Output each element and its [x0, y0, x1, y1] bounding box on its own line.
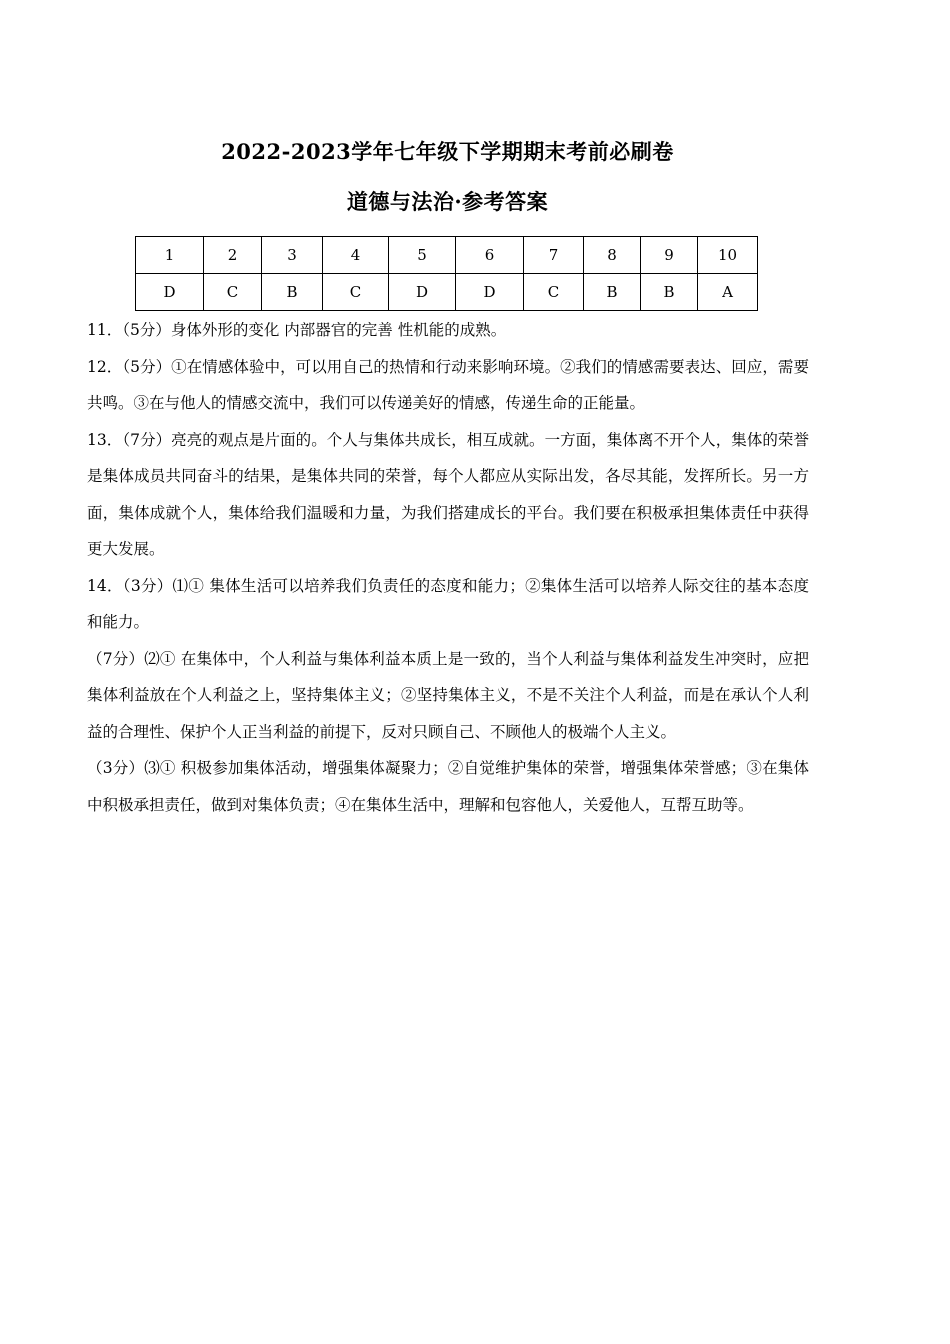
- answer-paragraph-11: 11．（5分）身体外形的变化 内部器官的完善 性机能的成熟。: [87, 321, 507, 339]
- question-number: 4: [323, 237, 389, 274]
- question-number: 8: [584, 237, 641, 274]
- question-number-row: [136, 237, 758, 274]
- question-number: 6: [456, 237, 524, 274]
- question-number: 1: [136, 237, 204, 274]
- answer-row: [136, 274, 758, 311]
- question-number: 10: [698, 237, 758, 274]
- question-number: 2: [204, 237, 262, 274]
- answer-cell: B: [262, 274, 323, 311]
- answer-cell: A: [698, 274, 758, 311]
- answer-cell: D: [136, 274, 204, 311]
- answer-paragraph-13: 13．（7分）亮亮的观点是片面的。个人与集体共成长，相互成就。一方面，集体离不开个人，集体的荣誉是集体成员共同奋斗的结果，是集体共同的荣誉，每个人都应从实际出发，各尽其能，发挥所长。另一方面，集体成就个人，集体给我们温暖和力量，为我们搭建成长的平台。我们要在积极承担集体责任中获得更大发展。: [87, 430, 809, 558]
- answer-paragraph-14-3: （3分）⑶① 积极参加集体活动，增强集体凝聚力；②自觉维护集体的荣誉，增强集体荣誉感；③在集体中积极承担责任，做到对集体负责；④在集体生活中，理解和包容他人，关爱他人，互帮互助等。: [87, 759, 809, 814]
- answer-cell: C: [524, 274, 584, 311]
- question-number: 5: [389, 237, 456, 274]
- answer-paragraph-14-2: （7分）⑵① 在集体中，个人利益与集体利益本质上是一致的，当个人利益与集体利益发生冲突时，应把集体利益放在个人利益之上，坚持集体主义；②坚持集体主义，不是不关注个人利益，而是在承认个人利益的合理性、保护个人正当利益的前提下，反对只顾自己、不顾他人的极端个人主义。: [87, 649, 809, 741]
- question-number: 9: [641, 237, 698, 274]
- answer-cell: B: [584, 274, 641, 311]
- answer-table: [135, 236, 758, 311]
- question-number: 3: [262, 237, 323, 274]
- answer-cell: B: [641, 274, 698, 311]
- answer-cell: D: [389, 274, 456, 311]
- answer-cell: D: [456, 274, 524, 311]
- answer-body: [87, 312, 809, 823]
- page-subtitle: 道德与法治·参考答案: [346, 189, 549, 214]
- page-title: 2022-2023学年七年级下学期期末考前必刷卷: [221, 139, 674, 164]
- answer-cell: C: [204, 274, 262, 311]
- answer-paragraph-12: 12．（5分）①在情感体验中，可以用自己的热情和行动来影响环境。②我们的情感需要表达、回应，需要共鸣。③在与他人的情感交流中，我们可以传递美好的情感，传递生命的正能量。: [87, 357, 809, 412]
- answer-paragraph-14-1: 14．（3分）⑴① 集体生活可以培养我们负责任的态度和能力；②集体生活可以培养人际交往的基本态度和能力。: [87, 576, 809, 631]
- question-number: 7: [524, 237, 584, 274]
- answer-cell: C: [323, 274, 389, 311]
